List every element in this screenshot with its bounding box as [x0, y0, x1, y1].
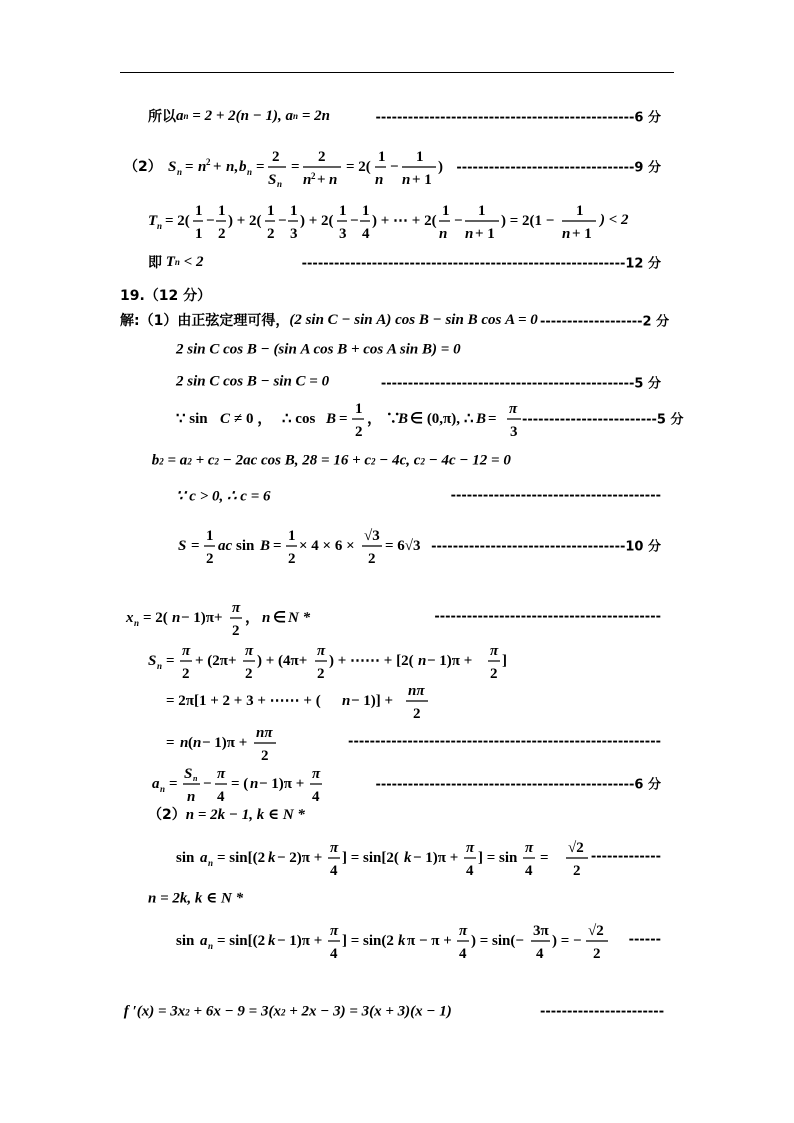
- score-label: ---------------------------------------: [450, 488, 661, 504]
- svg-text:+ (2π+: + (2π+: [195, 653, 237, 669]
- svg-text:n: n: [465, 226, 474, 242]
- svg-text:− 1)π +: − 1)π +: [259, 776, 305, 792]
- svg-text:n: n: [134, 618, 140, 628]
- svg-text:π: π: [245, 643, 254, 659]
- svg-text:=: =: [273, 538, 282, 554]
- score-label: ------------------------------------------------6 分: [375, 110, 661, 126]
- svg-text:] = sin[2(: ] = sin[2(: [342, 850, 399, 866]
- svg-text:n: n: [562, 226, 571, 242]
- svg-text:2: 2: [261, 748, 269, 764]
- score-label: -----------------------------------------------5 分: [380, 376, 661, 392]
- svg-text:B: B: [476, 411, 487, 427]
- svg-text:=: =: [488, 411, 497, 427]
- svg-text:2: 2: [593, 946, 601, 962]
- svg-text:=: =: [255, 159, 265, 175]
- svg-text:n: n: [157, 661, 163, 671]
- svg-text:= 2(: = 2(: [143, 610, 168, 626]
- text: 所以: [148, 109, 176, 125]
- svg-text:π: π: [525, 840, 534, 856]
- svg-text:−: −: [278, 213, 287, 229]
- svg-text:= sin[(2: = sin[(2: [217, 850, 266, 866]
- svg-text:− 1)π +: − 1)π +: [202, 735, 248, 751]
- svg-text:1: 1: [195, 226, 203, 242]
- svg-text:1: 1: [478, 203, 486, 219]
- svg-text:= 6√3: = 6√3: [385, 538, 421, 554]
- svg-text:=: =: [166, 735, 175, 751]
- svg-text:∈: ∈: [273, 610, 287, 626]
- score-label: ------: [628, 932, 661, 948]
- svg-text:× 4 × 6 ×: × 4 × 6 ×: [299, 538, 355, 554]
- svg-text:− 1)π+: − 1)π+: [181, 610, 223, 626]
- svg-text:sin: sin: [176, 933, 195, 949]
- svg-text:= 2(: = 2(: [345, 159, 371, 175]
- svg-text:+: +: [212, 159, 222, 175]
- svg-text:n: n: [328, 172, 338, 188]
- text: 即: [148, 255, 162, 271]
- svg-text:2: 2: [232, 623, 240, 639]
- svg-text:1: 1: [290, 203, 298, 219]
- svg-text:=: =: [290, 159, 300, 175]
- svg-text:π: π: [182, 643, 191, 659]
- svg-text:n: n: [172, 610, 181, 626]
- svg-text:π: π: [312, 766, 321, 782]
- svg-text:]: ]: [502, 653, 507, 669]
- formula-pi-half: [488, 638, 510, 682]
- svg-text:∵ sin: ∵ sin: [176, 411, 208, 427]
- svg-text:S: S: [184, 766, 193, 782]
- svg-text:1: 1: [377, 149, 386, 165]
- formula-sn-sum: [148, 638, 488, 682]
- formula-area: [176, 521, 421, 569]
- svg-text:−: −: [203, 776, 212, 792]
- formula-n-pi-half: [406, 678, 436, 722]
- svg-text:2: 2: [206, 551, 214, 567]
- svg-text:2: 2: [288, 551, 296, 567]
- svg-text:n: n: [342, 693, 351, 709]
- svg-text:+ 1: + 1: [411, 172, 432, 188]
- formula-sn-result: [166, 720, 286, 764]
- svg-text:1: 1: [415, 149, 424, 165]
- svg-text:2: 2: [310, 171, 316, 181]
- svg-text:4: 4: [217, 789, 225, 805]
- svg-text:+ 1: + 1: [475, 226, 495, 242]
- svg-text:n: n: [193, 735, 202, 751]
- svg-text:n: n: [225, 159, 235, 175]
- svg-text:S: S: [178, 538, 187, 554]
- score-label: ----------------------------------------------------------: [348, 734, 661, 750]
- score-label: -------------: [590, 849, 661, 865]
- svg-text:2: 2: [490, 666, 498, 682]
- svg-text:n: n: [157, 221, 163, 231]
- svg-text:4: 4: [459, 946, 467, 962]
- svg-text:n: n: [418, 653, 427, 669]
- svg-text:3: 3: [510, 424, 518, 440]
- svg-text:) + ⋯⋯ + [2(: ) + ⋯⋯ + [2(: [329, 653, 414, 669]
- score-label: ---------------------------------9 分: [456, 160, 661, 176]
- formula-sn-bn: [166, 144, 456, 188]
- svg-text:√2: √2: [568, 840, 584, 856]
- svg-text:∴ cos: ∴ cos: [282, 411, 316, 427]
- svg-text:n: n: [246, 167, 252, 177]
- svg-text:+ 1: + 1: [572, 226, 592, 242]
- svg-text:π: π: [509, 401, 518, 417]
- svg-text:) = sin(−: ) = sin(−: [471, 933, 524, 949]
- score-label: ------------------------------------------: [434, 609, 661, 625]
- svg-text:n: n: [374, 172, 384, 188]
- svg-text:1: 1: [576, 203, 584, 219]
- svg-text:2: 2: [205, 157, 211, 167]
- svg-text:nπ: nπ: [256, 725, 273, 741]
- svg-text:π: π: [317, 643, 326, 659]
- formula-sin-even: [176, 916, 586, 964]
- svg-text:≠ 0 ，: ≠ 0 ，: [234, 411, 273, 427]
- svg-text:4: 4: [536, 946, 544, 962]
- svg-text:1: 1: [206, 528, 214, 544]
- header-rule: [120, 72, 674, 73]
- svg-text:3π: 3π: [533, 923, 549, 939]
- svg-text:=: =: [169, 776, 178, 792]
- svg-text:4: 4: [525, 863, 533, 879]
- formula-an: [152, 761, 327, 805]
- score-label: ------------------------------------------------------------12 分: [301, 256, 661, 272]
- svg-text:1: 1: [355, 401, 363, 417]
- svg-text:2: 2: [245, 666, 253, 682]
- score-label: -----------------------: [540, 1004, 665, 1020]
- svg-text:∈ (0,π),: ∈ (0,π),: [410, 411, 461, 427]
- svg-text:1: 1: [218, 203, 226, 219]
- svg-text:n: n: [187, 789, 196, 805]
- svg-text:sin: sin: [176, 850, 195, 866]
- formula-cosb: [176, 396, 506, 440]
- svg-text:k: k: [268, 933, 276, 949]
- svg-text:n: n: [176, 167, 182, 177]
- svg-text:3: 3: [339, 226, 347, 242]
- svg-text:sin: sin: [236, 538, 255, 554]
- svg-text:+: +: [316, 172, 326, 188]
- svg-text:= (: = (: [231, 776, 249, 792]
- svg-text:n: n: [193, 774, 198, 783]
- svg-text:B: B: [260, 538, 271, 554]
- svg-text:) = −: ) = −: [552, 933, 582, 949]
- svg-text:1: 1: [442, 203, 450, 219]
- svg-text:) + 2(: ) + 2(: [228, 213, 262, 229]
- svg-text:n: n: [160, 784, 166, 794]
- svg-text:2: 2: [218, 226, 226, 242]
- score-label: -------------------------5 分: [522, 412, 684, 428]
- svg-text:π: π: [490, 643, 499, 659]
- svg-text:= 2(: = 2(: [165, 213, 190, 229]
- svg-text:S: S: [267, 172, 277, 188]
- svg-text:,: ,: [233, 159, 238, 175]
- svg-text:2: 2: [413, 706, 421, 722]
- svg-text:) + 2(: ) + 2(: [300, 213, 334, 229]
- svg-text:=: =: [191, 538, 200, 554]
- svg-text:−: −: [454, 213, 463, 229]
- svg-text:π − π +: π − π +: [407, 933, 452, 949]
- svg-text:2: 2: [317, 149, 326, 165]
- svg-text:nπ: nπ: [408, 683, 425, 699]
- svg-text:4: 4: [330, 946, 338, 962]
- svg-text:n: n: [401, 172, 411, 188]
- svg-text:= sin[(2: = sin[(2: [217, 933, 266, 949]
- svg-text:π: π: [232, 600, 241, 616]
- formula-xn: [126, 595, 336, 639]
- score-label: ------------------------------------------------6 分: [375, 777, 661, 793]
- svg-text:− 2)π +: − 2)π +: [277, 850, 323, 866]
- svg-text:): ): [437, 159, 443, 175]
- svg-text:−: −: [350, 213, 359, 229]
- svg-text:n: n: [208, 941, 214, 951]
- svg-text:−: −: [206, 213, 215, 229]
- svg-text:−: −: [389, 159, 399, 175]
- formula-sin-odd: [176, 833, 566, 881]
- svg-text:n: n: [197, 159, 207, 175]
- score-label: ------------------------------------10 分: [431, 539, 661, 555]
- svg-text:k: k: [268, 850, 276, 866]
- svg-text:2: 2: [182, 666, 190, 682]
- svg-text:) = 2(1 −: ) = 2(1 −: [501, 213, 555, 229]
- svg-text:x: x: [126, 610, 134, 626]
- svg-text:) + (4π+: ) + (4π+: [257, 653, 308, 669]
- svg-text:，: ，: [245, 610, 261, 626]
- svg-text:n: n: [276, 179, 282, 189]
- svg-text:=: =: [339, 411, 348, 427]
- svg-text:a: a: [152, 776, 160, 792]
- svg-text:n: n: [208, 858, 214, 868]
- formula-tn: [148, 198, 598, 242]
- svg-text:S: S: [167, 159, 177, 175]
- text: （2）: [124, 159, 162, 175]
- text: 解:（1）由正弦定理可得，: [120, 313, 290, 329]
- svg-text:2: 2: [317, 666, 325, 682]
- svg-text:N *: N *: [288, 610, 311, 626]
- svg-text:1: 1: [288, 528, 296, 544]
- svg-text:2: 2: [271, 149, 280, 165]
- svg-text:π: π: [330, 923, 339, 939]
- svg-text:1: 1: [195, 203, 203, 219]
- svg-text:n: n: [250, 776, 259, 792]
- svg-text:n: n: [180, 735, 189, 751]
- svg-text:4: 4: [330, 863, 338, 879]
- svg-text:1: 1: [267, 203, 275, 219]
- svg-text:4: 4: [362, 226, 370, 242]
- svg-text:π: π: [217, 766, 226, 782]
- svg-text:− 1)π +: − 1)π +: [427, 653, 473, 669]
- svg-text:3: 3: [290, 226, 298, 242]
- svg-text:2: 2: [355, 424, 363, 440]
- svg-text:∴: ∴: [464, 411, 474, 427]
- svg-text:=: =: [166, 653, 175, 669]
- svg-text:=: =: [540, 850, 549, 866]
- svg-text:C: C: [220, 411, 231, 427]
- svg-text:k: k: [404, 850, 412, 866]
- svg-text:1: 1: [339, 203, 347, 219]
- svg-text:k: k: [398, 933, 406, 949]
- svg-text:π: π: [459, 923, 468, 939]
- svg-text:ac: ac: [218, 538, 233, 554]
- svg-text:− 1)π +: − 1)π +: [277, 933, 323, 949]
- svg-text:] = sin: ] = sin: [478, 850, 518, 866]
- svg-text:n: n: [302, 172, 312, 188]
- svg-text:n: n: [439, 226, 448, 242]
- svg-text:a: a: [200, 933, 208, 949]
- text: （2）: [148, 807, 186, 823]
- svg-text:√3: √3: [364, 528, 380, 544]
- svg-text:] = sin(2: ] = sin(2: [342, 933, 394, 949]
- svg-text:− 1)π +: − 1)π +: [413, 850, 459, 866]
- svg-text:(: (: [188, 735, 193, 751]
- svg-text:) + ⋯ + 2(: ) + ⋯ + 2(: [372, 213, 437, 229]
- svg-text:1: 1: [362, 203, 370, 219]
- svg-text:b: b: [238, 159, 247, 175]
- svg-text:n: n: [262, 610, 271, 626]
- svg-text:， ∵: ， ∵: [367, 411, 401, 427]
- svg-text:− 1)] +: − 1)] +: [351, 693, 394, 709]
- svg-text:4: 4: [466, 863, 474, 879]
- svg-text:T: T: [148, 213, 158, 229]
- score-label: -------------------2 分: [540, 314, 670, 330]
- svg-text:4: 4: [312, 789, 320, 805]
- formula-sum-1: [166, 678, 406, 722]
- svg-text:2: 2: [573, 863, 581, 879]
- svg-text:=: =: [184, 159, 194, 175]
- svg-text:2: 2: [267, 226, 275, 242]
- svg-text:π: π: [330, 840, 339, 856]
- svg-text:√2: √2: [588, 923, 604, 939]
- svg-text:S: S: [148, 653, 157, 669]
- svg-text:= 2π[1 + 2 + 3 + ⋯⋯ + (: = 2π[1 + 2 + 3 + ⋯⋯ + (: [166, 693, 321, 709]
- svg-text:2: 2: [368, 551, 376, 567]
- svg-text:B: B: [398, 411, 409, 427]
- svg-text:B: B: [326, 411, 337, 427]
- svg-text:a: a: [200, 850, 208, 866]
- svg-text:π: π: [466, 840, 475, 856]
